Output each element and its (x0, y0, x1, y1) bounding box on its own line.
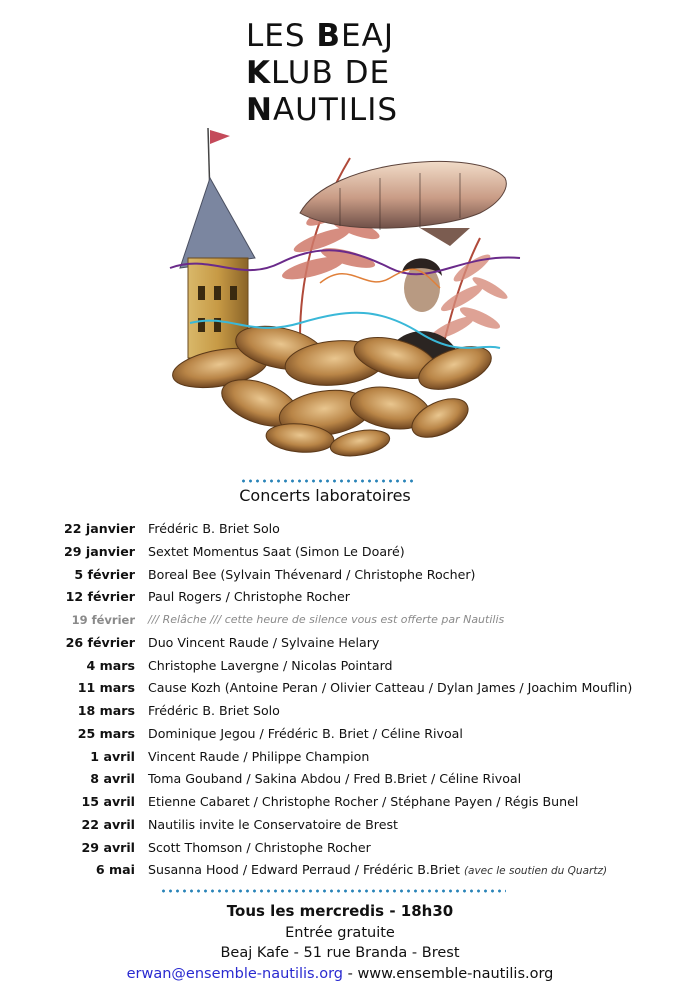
concert-date: 22 avril (81, 816, 135, 832)
schedule-row (0, 541, 680, 564)
schedule-row (0, 814, 680, 837)
weekly-schedule: Tous les mercredis - 18h30 (226, 902, 454, 920)
schedule-row (0, 723, 680, 746)
website-link[interactable]: www.ensemble-nautilis.org (357, 966, 554, 982)
title-text: AUTILIS (272, 92, 399, 128)
concert-performers: Sextet Momentus Saat (Simon Le Doaré) (148, 543, 405, 559)
schedule-row (0, 859, 680, 882)
concert-performers: Duo Vincent Raude / Sylvaine Helary (148, 634, 380, 650)
contact-separator: - (343, 966, 358, 982)
title-line-1 (246, 18, 446, 55)
title-text: LUB DE (271, 55, 391, 91)
title-initial: B (316, 18, 342, 54)
concert-performers: Nautilis invite le Conservatoire de Brest (148, 816, 398, 832)
concert-performers: Cause Kozh (Antoine Peran / Olivier Catteau / Dylan James / Joachim Mouflin) (148, 680, 633, 696)
concert-performers: Christophe Lavergne / Nicolas Pointard (148, 657, 393, 673)
sponsor-note: (avec le soutien du Quartz) (463, 865, 608, 878)
concert-performers: Dominique Jegou / Frédéric B. Briet / Céline Rivoal (148, 725, 463, 741)
entry-info: Entrée gratuite (285, 925, 395, 941)
concert-date: 11 mars (77, 680, 135, 696)
dotted-divider-bottom (160, 889, 506, 893)
concert-schedule (0, 518, 680, 882)
concert-performers: Frédéric B. Briet Solo (148, 703, 280, 718)
schedule-row (0, 791, 680, 814)
schedule-row (0, 632, 680, 655)
concert-performers: Boreal Bee (Sylvain Thévenard / Christophe Rocher) (148, 566, 476, 582)
concert-performers: Toma Gouband / Sakina Abdou / Fred B.Briet / Céline Rivoal (148, 771, 522, 787)
concert-date: 1 avril (90, 748, 135, 764)
schedule-row (0, 746, 680, 769)
concert-date: 19 février (71, 613, 135, 627)
schedule-row (0, 518, 680, 541)
concert-date: 12 février (65, 589, 135, 605)
section-title: Concerts laboratoires (239, 486, 411, 505)
schedule-row (0, 768, 680, 791)
concert-performers: Frédéric B. Briet Solo (148, 521, 280, 536)
concert-performers: Paul Rogers / Christophe Rocher (148, 589, 350, 605)
contact-line (0, 966, 680, 982)
schedule-row (0, 655, 680, 678)
concert-date: 22 janvier (64, 521, 135, 536)
title-initial: N (246, 92, 273, 128)
dotted-divider-top (240, 479, 416, 483)
concert-date: 25 mars (77, 725, 135, 741)
concert-performers: Etienne Cabaret / Christophe Rocher / Stéphane Payen / Régis Bunel (148, 794, 579, 809)
rest-note: /// Relâche /// cette heure de silence vous est offerte par Nautilis (148, 613, 505, 626)
title-text: LES (246, 18, 317, 54)
schedule-row-rest (0, 609, 680, 632)
concert-date: 29 janvier (64, 543, 135, 559)
title-initial: K (246, 55, 272, 91)
concert-date: 6 mai (95, 862, 135, 878)
concert-date: 8 avril (90, 771, 135, 787)
concert-performers: Vincent Raude / Philippe Champion (148, 748, 370, 764)
concert-date: 26 février (65, 634, 135, 650)
schedule-row (0, 677, 680, 700)
schedule-row (0, 837, 680, 860)
venue-address: Beaj Kafe - 51 rue Branda - Brest (220, 945, 460, 961)
schedule-row (0, 564, 680, 587)
email-link[interactable]: erwan@ensemble-nautilis.org (126, 966, 343, 982)
poster-title (246, 18, 446, 129)
concert-date: 18 mars (77, 703, 135, 718)
concert-performers-with-note (148, 859, 607, 883)
title-line-2 (246, 55, 446, 92)
schedule-row (0, 586, 680, 609)
concert-performers: Susanna Hood / Edward Perraud / Frédéric B.Briet (148, 862, 460, 878)
concert-date: 5 février (74, 566, 135, 582)
schedule-row (0, 700, 680, 723)
collage-illustration (150, 118, 530, 458)
concert-performers: Scott Thomson / Christophe Rocher (148, 839, 371, 855)
concert-date: 29 avril (81, 839, 135, 855)
concert-date: 4 mars (86, 657, 135, 673)
title-text: EAJ (341, 18, 394, 54)
concert-date: 15 avril (81, 794, 135, 809)
